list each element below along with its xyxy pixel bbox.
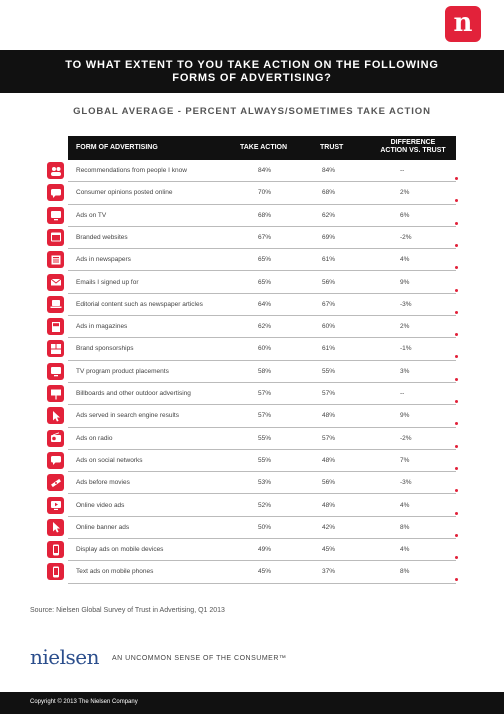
take-action-cell: 50%: [258, 523, 272, 531]
row-end-dot: [455, 355, 458, 358]
form-cell: Brand sponsorships: [76, 345, 134, 353]
trust-cell: 69%: [322, 233, 336, 241]
envelope-icon: [47, 274, 64, 291]
trust-cell: 45%: [322, 546, 336, 554]
row-end-dot: [455, 400, 458, 403]
row-end-dot: [455, 378, 458, 381]
difference-cell: 9%: [400, 412, 410, 420]
form-cell: Branded websites: [76, 233, 128, 241]
row-end-dot: [455, 266, 458, 269]
difference-cell: 2%: [400, 323, 410, 331]
trust-cell: 68%: [322, 189, 336, 197]
row-end-dot: [455, 199, 458, 202]
difference-cell: --: [400, 390, 405, 397]
difference-cell: 3%: [400, 367, 410, 375]
laptop-icon: [47, 296, 64, 313]
logo-letter: n: [453, 8, 473, 38]
take-action-cell: 52%: [258, 501, 272, 509]
take-action-cell: 49%: [258, 546, 272, 554]
mobile-icon: [47, 563, 64, 580]
table-header: [68, 136, 456, 160]
people-icon: [47, 162, 64, 179]
tv-icon: [47, 363, 64, 380]
row-end-dot: [455, 244, 458, 247]
table-row: [0, 561, 504, 583]
difference-cell: 2%: [400, 189, 410, 197]
table-row: [0, 294, 504, 316]
header-trust: TRUST: [320, 144, 344, 151]
row-end-dot: [455, 311, 458, 314]
difference-cell: 6%: [400, 211, 410, 219]
row-end-dot: [455, 467, 458, 470]
form-cell: Ads on radio: [76, 434, 113, 442]
cursor-icon: [47, 407, 64, 424]
magazine-icon: [47, 318, 64, 335]
table-row: [0, 316, 504, 338]
table-row: [0, 227, 504, 249]
difference-cell: 8%: [400, 523, 410, 531]
trust-cell: 48%: [322, 456, 336, 464]
sponsorship-icon: [47, 340, 64, 357]
trust-cell: 67%: [322, 300, 336, 308]
trust-cell: 42%: [322, 523, 336, 531]
form-cell: Ads on social networks: [76, 456, 143, 464]
row-end-dot: [455, 422, 458, 425]
take-action-cell: 67%: [258, 233, 272, 241]
table-row: [0, 249, 504, 271]
difference-cell: 4%: [400, 256, 410, 264]
chat-bubble-icon: [47, 184, 64, 201]
form-cell: Ads on TV: [76, 211, 107, 219]
take-action-cell: 57%: [258, 412, 272, 420]
trust-cell: 48%: [322, 501, 336, 509]
form-cell: Text ads on mobile phones: [76, 568, 154, 576]
table-row: [0, 428, 504, 450]
difference-cell: --: [400, 167, 405, 174]
browser-icon: [47, 229, 64, 246]
header-form: FORM OF ADVERTISING: [76, 144, 158, 151]
form-cell: Ads in newspapers: [76, 256, 131, 264]
form-cell: Consumer opinions posted online: [76, 189, 173, 197]
radio-icon: [47, 430, 64, 447]
video-icon: [47, 497, 64, 514]
form-cell: Ads in magazines: [76, 323, 128, 331]
form-cell: TV program product placements: [76, 367, 169, 375]
form-cell: Online banner ads: [76, 523, 130, 531]
trust-cell: 61%: [322, 345, 336, 353]
row-end-dot: [455, 177, 458, 180]
title-line-2: FORMS OF ADVERTISING?: [172, 71, 332, 84]
row-divider: [68, 583, 456, 584]
cursor-icon: [47, 519, 64, 536]
table-row: [0, 383, 504, 405]
difference-cell: 8%: [400, 568, 410, 576]
tv-icon: [47, 207, 64, 224]
form-cell: Billboards and other outdoor advertising: [76, 390, 191, 397]
row-end-dot: [455, 289, 458, 292]
header-difference-line-1: DIFFERENCE: [390, 139, 436, 146]
form-cell: Ads before movies: [76, 479, 130, 487]
take-action-cell: 70%: [258, 189, 272, 197]
film-icon: [47, 474, 64, 491]
row-end-dot: [455, 512, 458, 515]
row-end-dot: [455, 556, 458, 559]
trust-cell: 37%: [322, 568, 336, 576]
trust-cell: 61%: [322, 256, 336, 264]
subtitle: GLOBAL AVERAGE - PERCENT ALWAYS/SOMETIMES TAKE ACTION: [73, 106, 431, 117]
tagline: AN UNCOMMON SENSE OF THE CONSUMER™: [112, 655, 287, 662]
trust-cell: 60%: [322, 323, 336, 331]
trust-cell: 57%: [322, 434, 336, 442]
take-action-cell: 65%: [258, 256, 272, 264]
trust-cell: 55%: [322, 367, 336, 375]
form-cell: Online video ads: [76, 501, 125, 509]
table-row: [0, 361, 504, 383]
header-take-action: TAKE ACTION: [240, 144, 288, 151]
take-action-cell: 84%: [258, 167, 272, 174]
difference-cell: 4%: [400, 546, 410, 554]
take-action-cell: 55%: [258, 456, 272, 464]
take-action-cell: 58%: [258, 367, 272, 375]
take-action-cell: 55%: [258, 434, 272, 442]
table-row: [0, 539, 504, 561]
trust-cell: 56%: [322, 479, 336, 487]
form-cell: Ads served in search engine results: [76, 412, 179, 420]
row-end-dot: [455, 578, 458, 581]
nielsen-wordmark: nielsen: [30, 645, 99, 669]
table-row: [0, 205, 504, 227]
title-banner: [0, 50, 504, 93]
table-row: [0, 405, 504, 427]
form-cell: Emails I signed up for: [76, 278, 139, 286]
take-action-cell: 65%: [258, 278, 272, 286]
difference-cell: 4%: [400, 501, 410, 509]
form-cell: Display ads on mobile devices: [76, 546, 164, 554]
trust-cell: 57%: [322, 390, 336, 397]
mobile-icon: [47, 541, 64, 558]
difference-cell: -2%: [400, 233, 412, 241]
title-line-1: TO WHAT EXTENT TO YOU TAKE ACTION ON THE FOLLOWING: [65, 58, 439, 71]
difference-cell: -2%: [400, 434, 412, 442]
take-action-cell: 45%: [258, 568, 272, 576]
row-end-dot: [455, 489, 458, 492]
row-end-dot: [455, 222, 458, 225]
take-action-cell: 68%: [258, 211, 272, 219]
form-cell: Editorial content such as newspaper articles: [76, 300, 203, 308]
form-cell: Recommendations from people I know: [76, 167, 187, 174]
table-row: [0, 338, 504, 360]
take-action-cell: 57%: [258, 390, 272, 397]
chat-bubble-icon: [47, 452, 64, 469]
row-end-dot: [455, 534, 458, 537]
trust-cell: 48%: [322, 412, 336, 420]
difference-cell: -3%: [400, 479, 412, 487]
take-action-cell: 64%: [258, 300, 272, 308]
nielsen-n-logo: [445, 6, 481, 42]
footer-bar: [0, 692, 504, 714]
table-row: [0, 272, 504, 294]
table-row: [0, 450, 504, 472]
difference-cell: 9%: [400, 278, 410, 286]
table-row: [0, 517, 504, 539]
table-row: [0, 472, 504, 494]
trust-cell: 62%: [322, 211, 336, 219]
billboard-icon: [47, 385, 64, 402]
row-end-dot: [455, 445, 458, 448]
difference-cell: 7%: [400, 456, 410, 464]
header-difference: [368, 139, 458, 155]
table-row: [0, 495, 504, 517]
copyright: Copyright © 2013 The Nielsen Company: [30, 699, 138, 705]
trust-cell: 56%: [322, 278, 336, 286]
trust-cell: 84%: [322, 167, 336, 174]
row-end-dot: [455, 333, 458, 336]
source-note: Source: Nielsen Global Survey of Trust in Advertising, Q1 2013: [30, 607, 225, 614]
difference-cell: -1%: [400, 345, 412, 353]
difference-cell: -3%: [400, 300, 412, 308]
take-action-cell: 60%: [258, 345, 272, 353]
header-difference-line-2: ACTION VS. TRUST: [380, 147, 446, 154]
take-action-cell: 62%: [258, 323, 272, 331]
table-row: [0, 160, 504, 182]
table-row: [0, 182, 504, 204]
take-action-cell: 53%: [258, 479, 272, 487]
newspaper-icon: [47, 251, 64, 268]
